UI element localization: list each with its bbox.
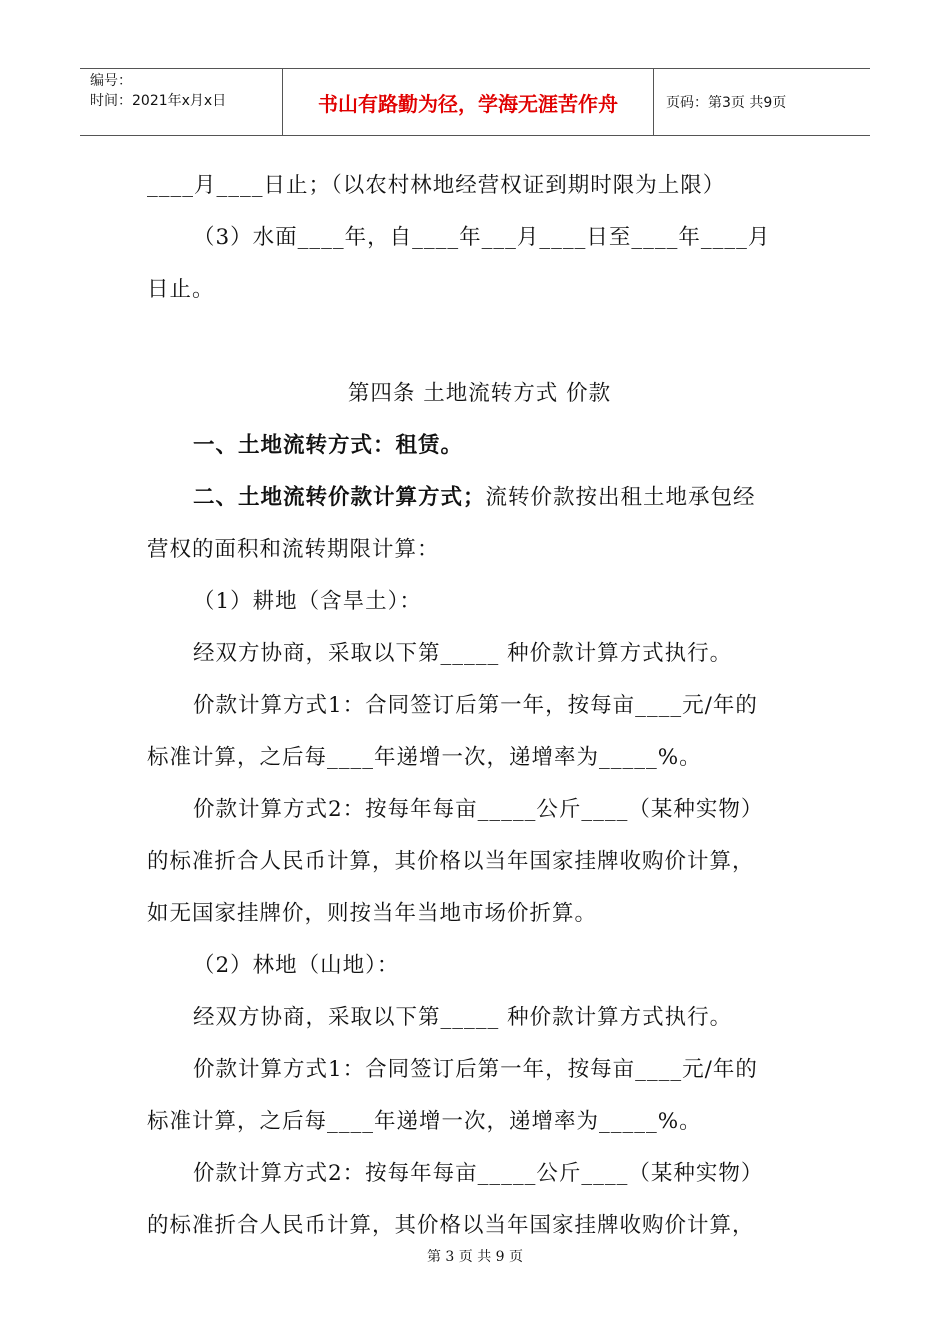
- header-page-info: 页码：第3页 共9页: [666, 95, 787, 111]
- document-body: [147, 160, 812, 1252]
- text-line: （3）水面____年，自____年___月____日至____年____月: [193, 225, 771, 250]
- text-line: 营权的面积和流转期限计算：: [147, 537, 440, 562]
- text-line: 经双方协商，采取以下第_____ 种价款计算方式执行。: [193, 641, 733, 666]
- text-line: 标准计算，之后每____年递增一次，递增率为_____%。: [147, 745, 702, 770]
- text-line: 的标准折合人民币计算，其价格以当年国家挂牌收购价计算，: [147, 1213, 755, 1238]
- page-footer: 第 3 页 共 9 页: [426, 1249, 524, 1265]
- text-line: 经双方协商，采取以下第_____ 种价款计算方式执行。: [193, 1005, 733, 1030]
- text-line: 价款计算方式1：合同签订后第一年，按每亩____元/年的: [193, 1057, 758, 1082]
- header-motto: 书山有路勤为径，学海无涯苦作舟: [282, 69, 654, 135]
- text-line: （2）林地（山地）：: [193, 953, 400, 978]
- text-line: 的标准折合人民币计算，其价格以当年国家挂牌收购价计算，: [147, 849, 755, 874]
- subheading: 二、土地流转价款计算方式；: [193, 485, 486, 510]
- text-line: 标准计算，之后每____年递增一次，递增率为_____%。: [147, 1109, 702, 1134]
- text-line: 如无国家挂牌价，则按当年当地市场价折算。: [147, 901, 598, 926]
- text-line: 价款计算方式1：合同签订后第一年，按每亩____元/年的: [193, 693, 758, 718]
- header-meta: [80, 69, 282, 135]
- header-time: 时间：2021年x月x日: [90, 93, 227, 109]
- section-title: 第四条 土地流转方式 价款: [347, 381, 612, 406]
- text-span: 流转价款按出租土地承包经: [485, 485, 756, 510]
- page-header: [80, 68, 870, 136]
- text-line: ____月____日止；（以农村林地经营权证到期时限为上限）: [147, 173, 726, 198]
- text-line: 价款计算方式2：按每年每亩_____公斤____（某种实物）: [193, 1161, 764, 1186]
- text-line: [147, 472, 812, 524]
- header-number: 编号：: [90, 73, 132, 89]
- text-line: （1）耕地（含旱土）：: [193, 589, 422, 614]
- text-line: 价款计算方式2：按每年每亩_____公斤____（某种实物）: [193, 797, 764, 822]
- subheading: 一、土地流转方式：租赁。: [193, 433, 464, 458]
- text-line: 日止。: [147, 277, 215, 302]
- blank-line: [147, 316, 812, 368]
